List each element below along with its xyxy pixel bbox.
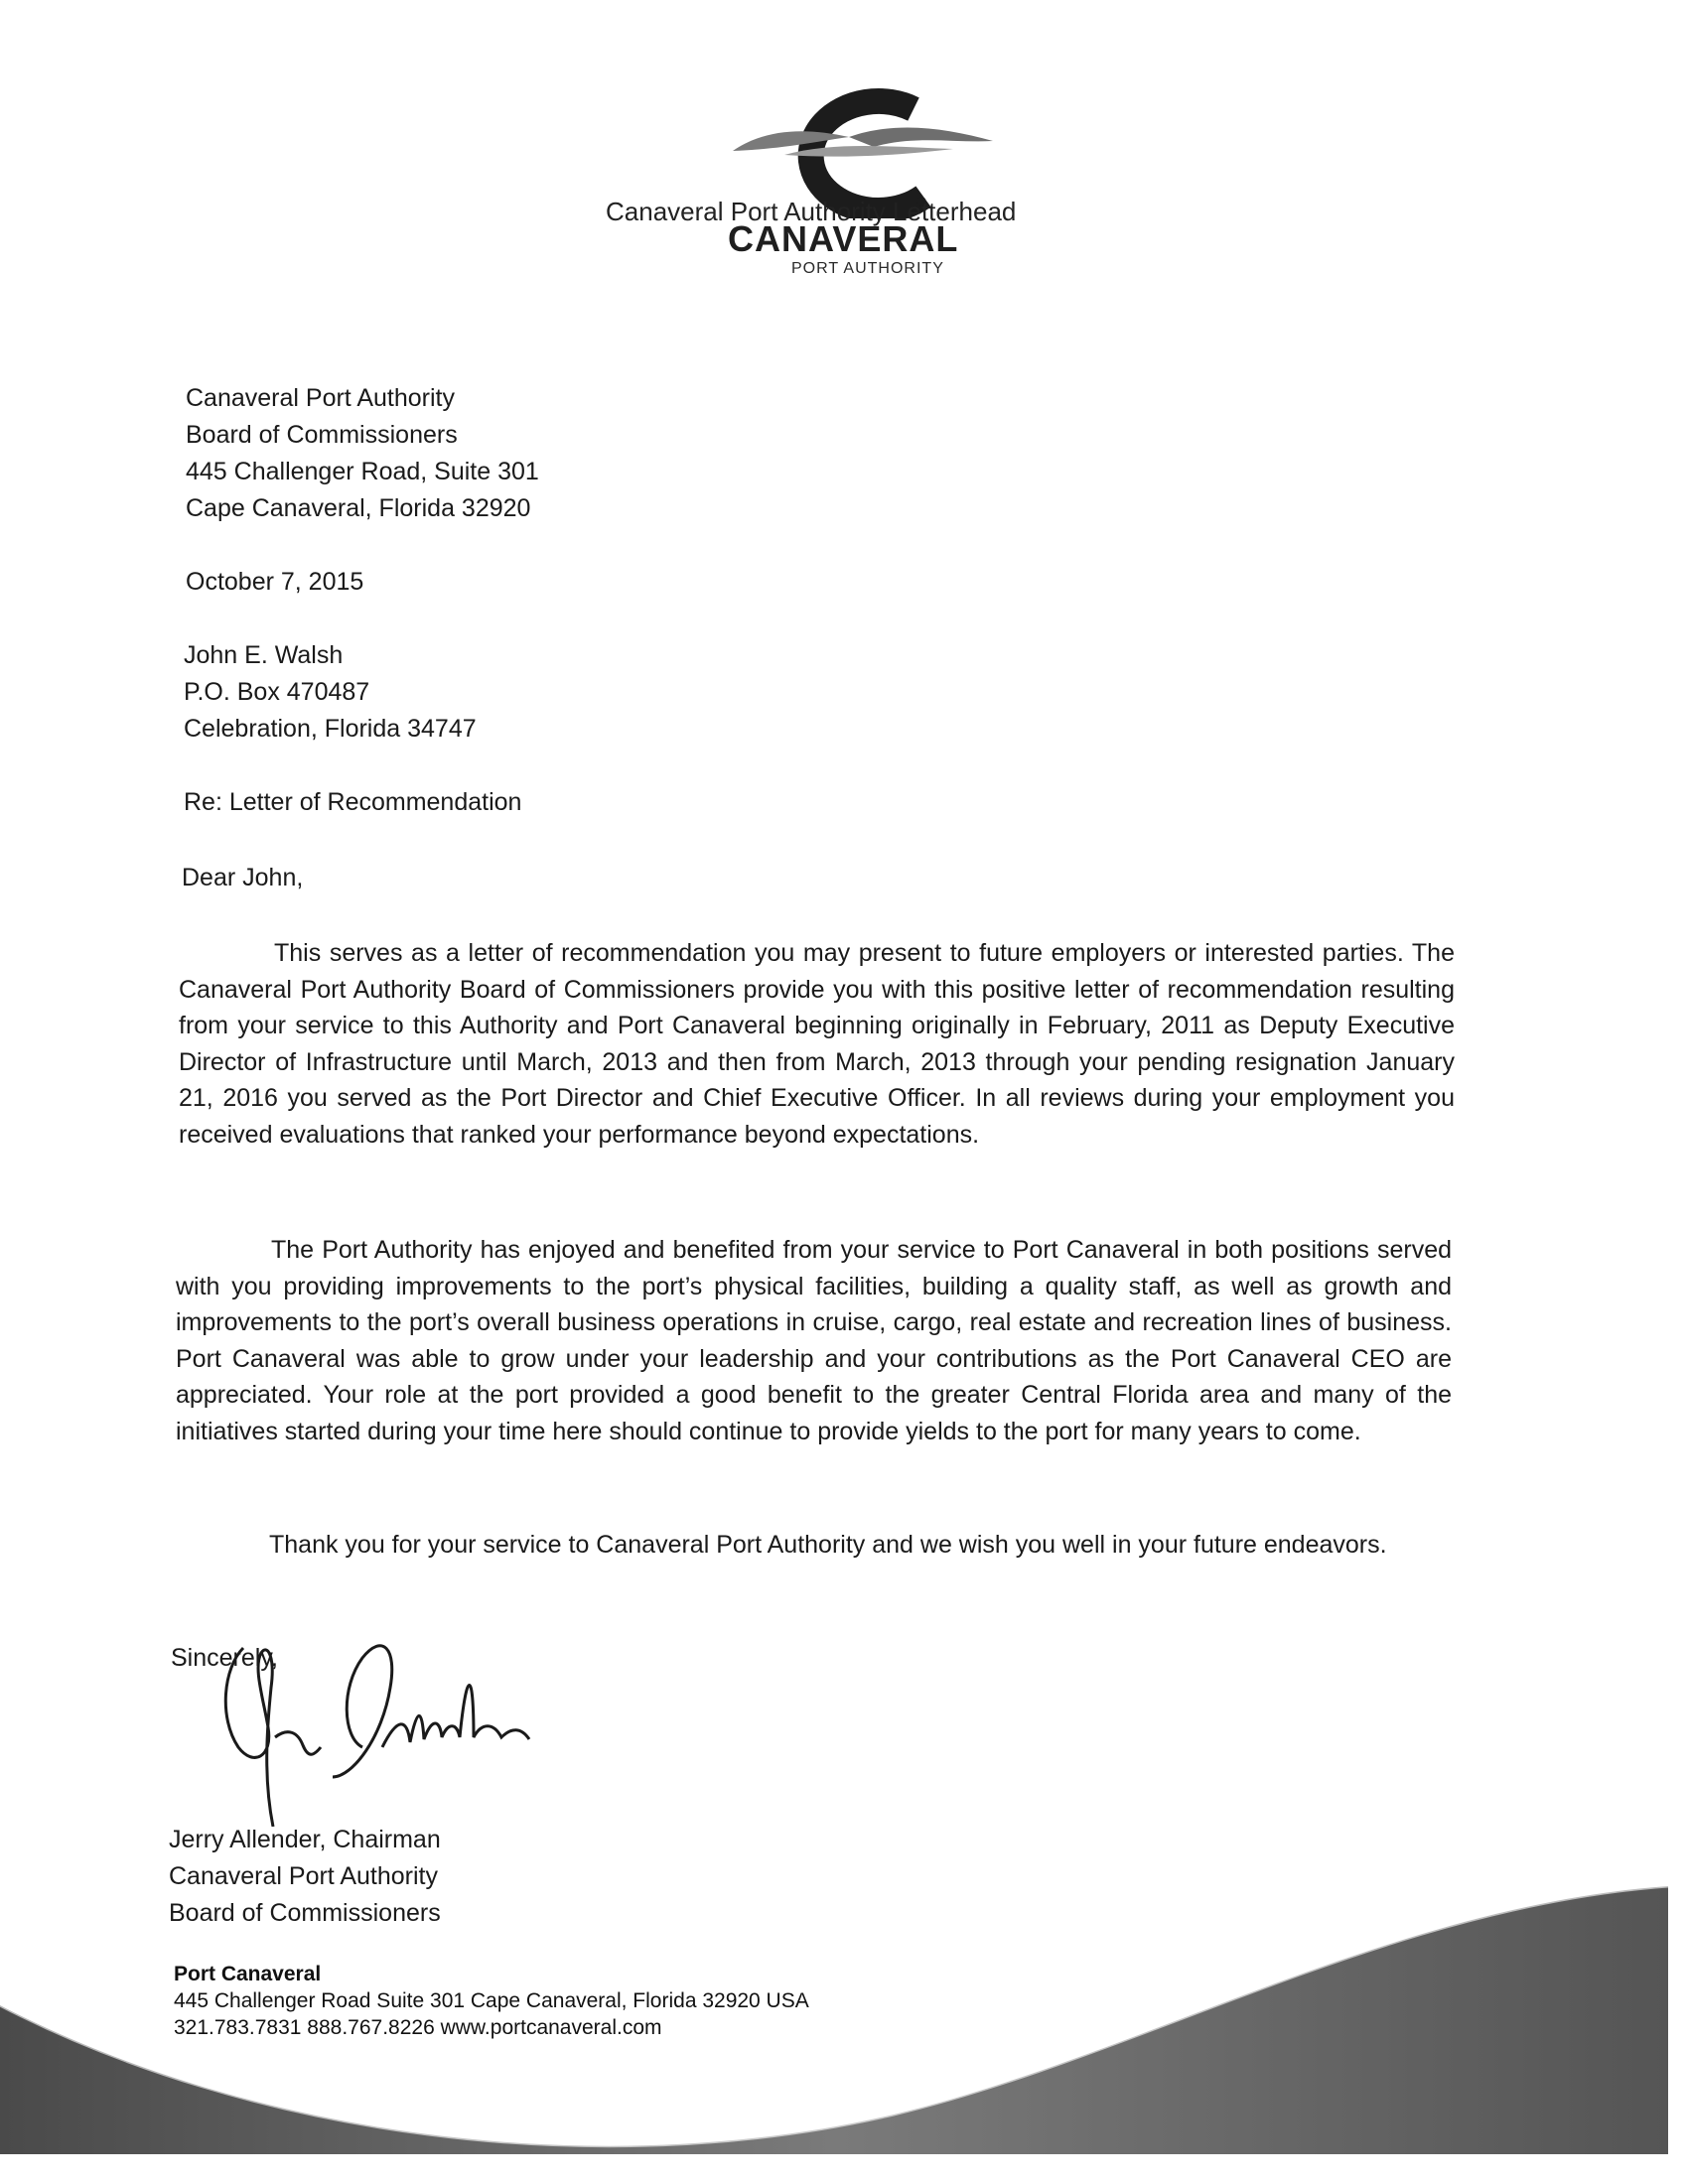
subject-line — [184, 784, 521, 821]
brand-subtitle: PORT AUTHORITY — [791, 260, 944, 277]
recipient-line: 445 Challenger Road, Suite 301 — [186, 458, 539, 485]
footer-contact-text: 321.783.7831 888.767.8226 www.portcanaveral.com — [174, 2016, 662, 2039]
recipient-line: Canaveral Port Authority — [186, 384, 455, 412]
body-paragraph-1 — [179, 935, 1455, 1153]
footer-contact — [174, 1961, 809, 2041]
footer-contact-line — [174, 2014, 809, 2041]
paragraph-text: This serves as a letter of recommendation you may present to future employers or interested parties. The Canaveral Port Authority Board of Commissioners provide you with this positive letter of recommendation resulting from your service to this Authority and Port Canaveral beginning originally in February, 2011 as Deputy Executive Director of Infrastructure until March, 2013 and then from March, 2013 through your pending resignation January 21, 2016 you served as the Port Director and Chief Executive Officer. In all reviews during your employment you received evaluations that ranked your performance beyond expectations. — [179, 939, 1455, 1149]
footer-address: 445 Challenger Road Suite 301 Cape Canaveral, Florida 32920 USA — [174, 1989, 809, 2012]
addressee-box: P.O. Box 470487 — [184, 678, 370, 706]
body-paragraph-3 — [174, 1527, 1450, 1564]
addressee-name: John E. Walsh — [184, 641, 344, 669]
recipient-address — [186, 380, 539, 527]
addressee-city: Celebration, Florida 34747 — [184, 715, 477, 743]
signer-name: Jerry Allender, Chairman — [169, 1826, 441, 1853]
footer-org: Port Canaveral — [174, 1963, 322, 1985]
logo-wave-right — [849, 127, 993, 147]
brand-name: CANAVERAL — [728, 218, 959, 259]
letterhead-caption: Canaveral Port Authority Letterhead — [606, 197, 1017, 226]
salutation — [182, 860, 303, 896]
paragraph-text: The Port Authority has enjoyed and benefited from your service to Port Canaveral in both positions served with you providing improvements to the port’s physical facilities, building a quality staff, as well as growth and improvements to the port’s overall business operations in cruise, cargo, real estate and recreation lines of business. Port Canaveral was able to grow under your leadership and your contributions as the Port Canaveral CEO are appreciated. Your role at the port provided a good benefit to the greater Central Florida area and many of the initiatives started during your time here should continue to provide yields to the port for many years to come. — [176, 1236, 1452, 1445]
body-paragraph-2 — [176, 1232, 1452, 1449]
addressee-address — [184, 637, 477, 748]
signer-org: Canaveral Port Authority — [169, 1862, 438, 1890]
letter-date — [186, 564, 363, 601]
subject-text: Re: Letter of Recommendation — [184, 788, 522, 816]
date-text: October 7, 2015 — [186, 568, 364, 596]
signer-board: Board of Commissioners — [169, 1899, 441, 1927]
handwritten-signature-icon — [213, 1628, 611, 1827]
paragraph-text: Thank you for your service to Canaveral Port Authority and we wish you well in your future endeavors. — [269, 1531, 1387, 1559]
recipient-line: Board of Commissioners — [186, 421, 458, 449]
recipient-line: Cape Canaveral, Florida 32920 — [186, 494, 531, 522]
salutation-text: Dear John, — [182, 864, 304, 891]
closing-text: Sincerely, — [171, 1644, 278, 1672]
